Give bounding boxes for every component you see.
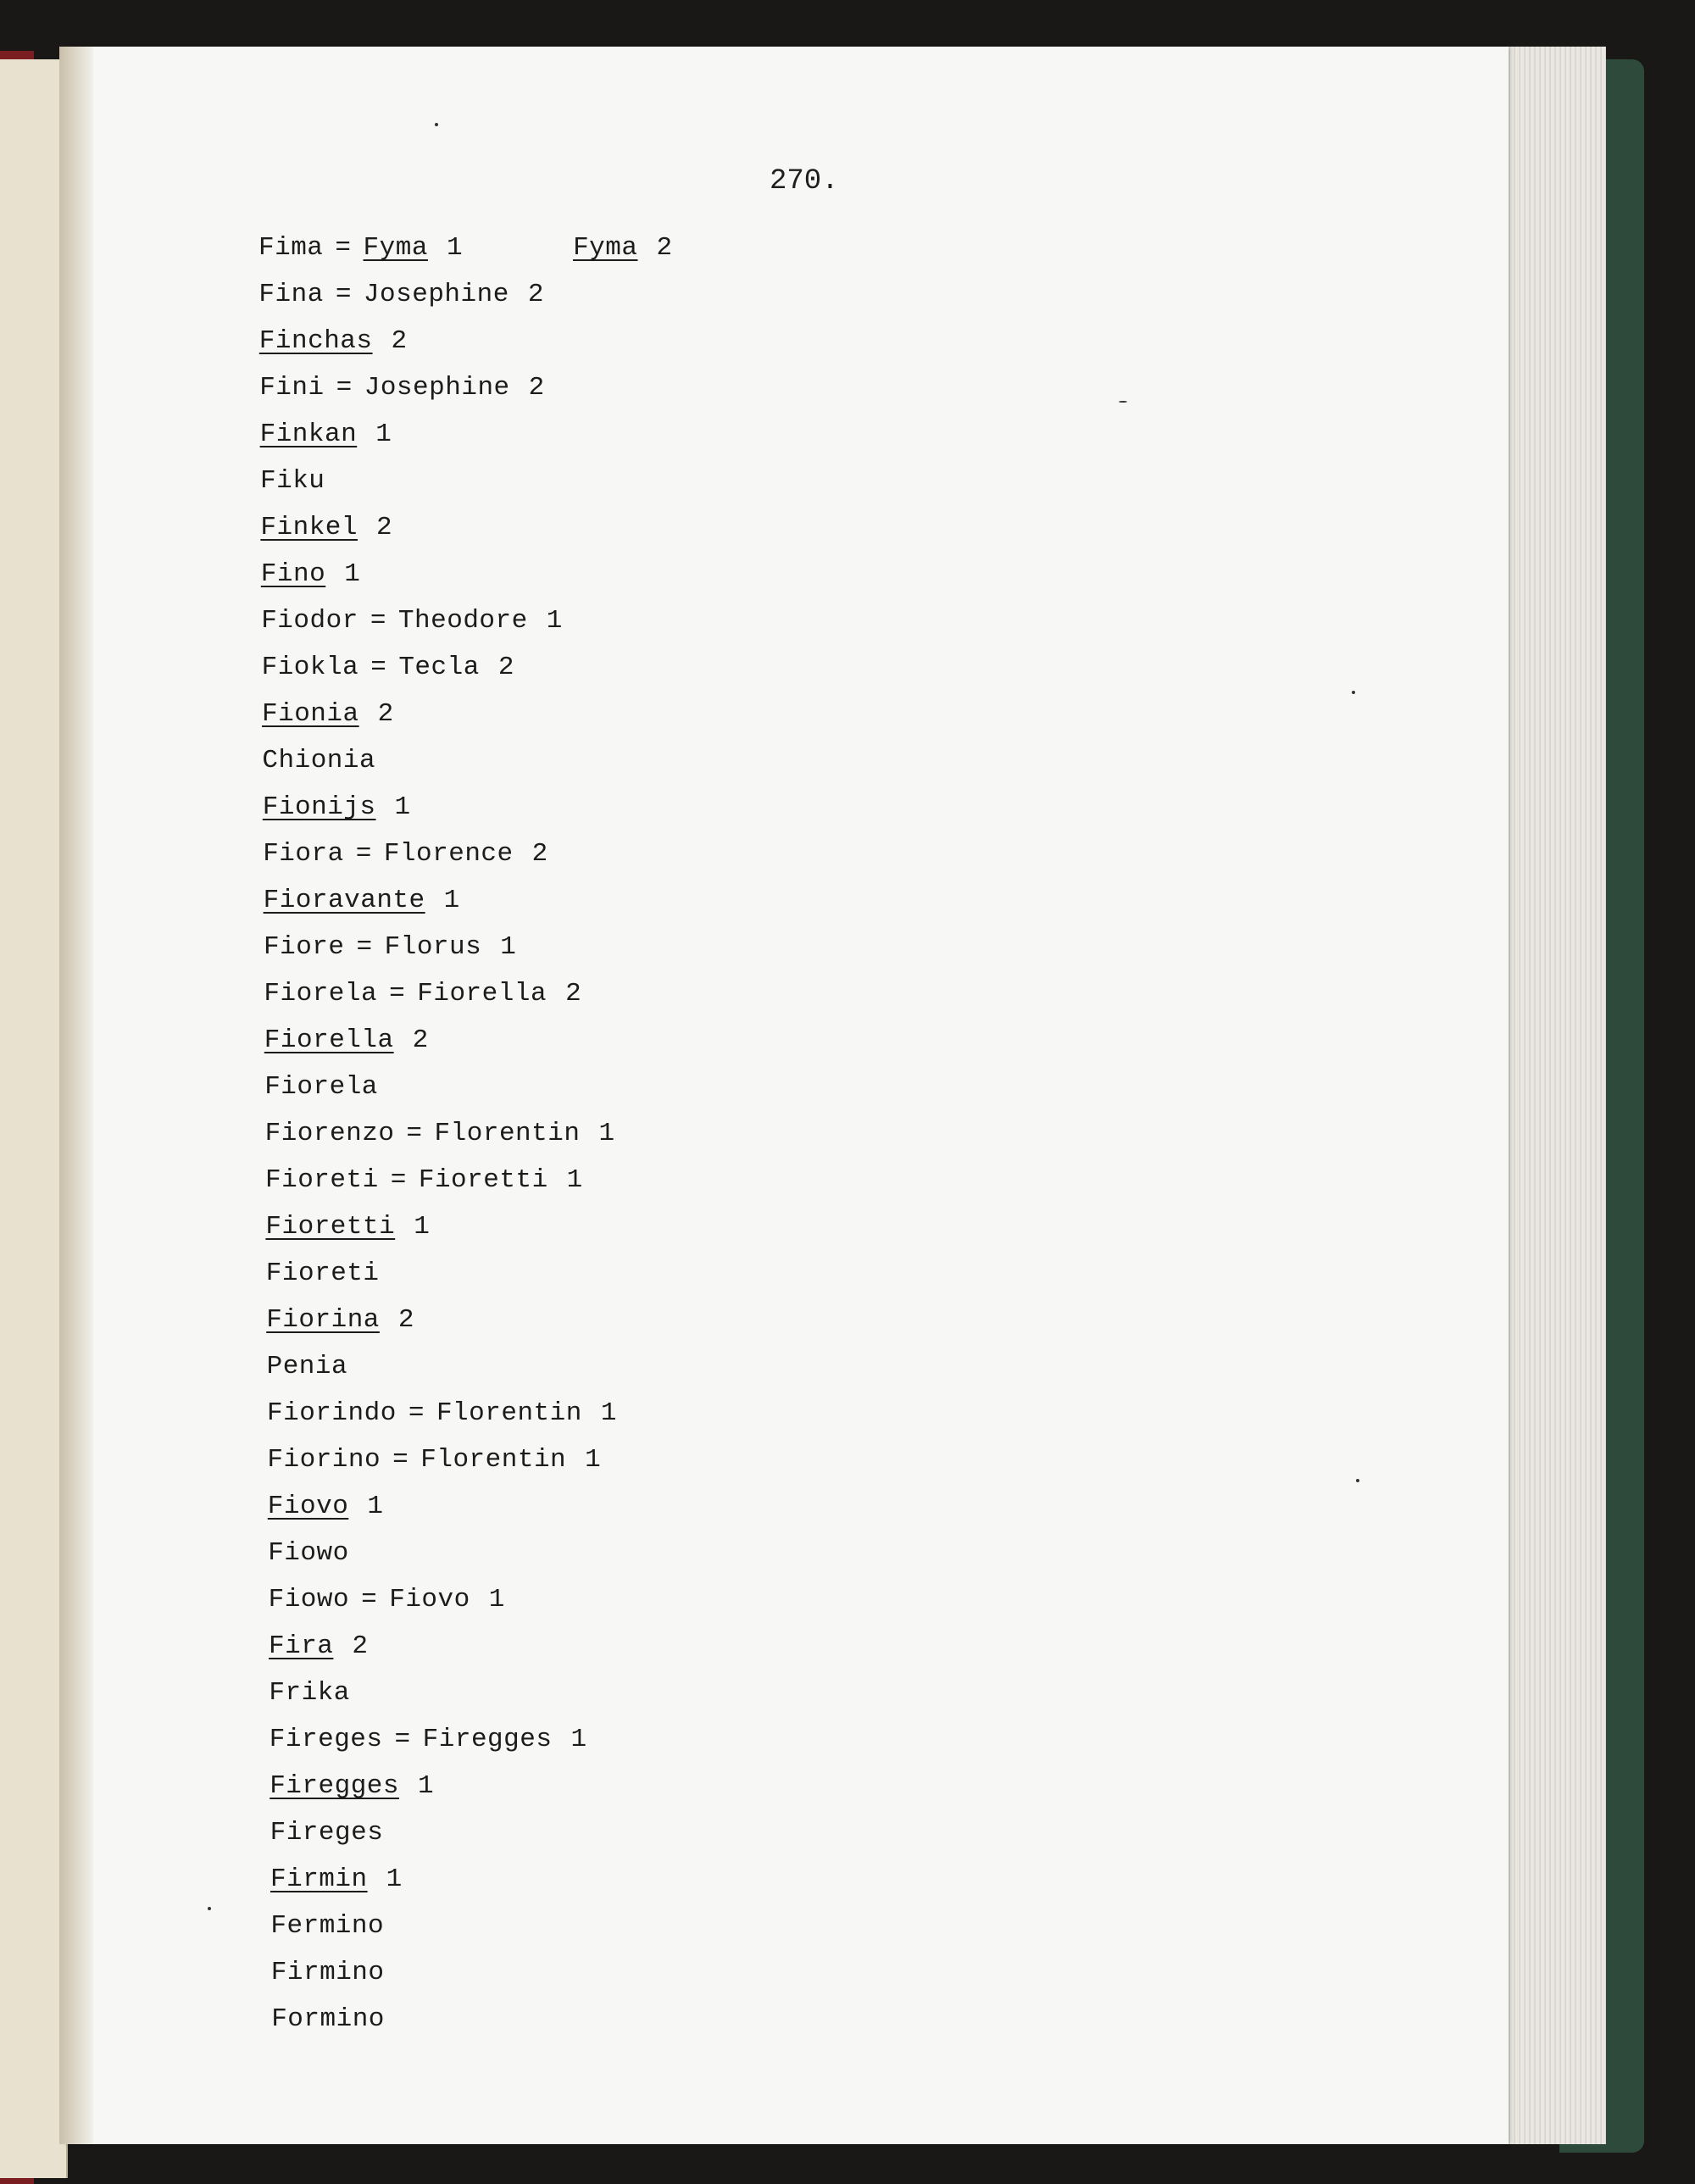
equals-sign: = xyxy=(356,932,373,962)
left-page-edge xyxy=(0,59,68,2178)
entry-name: Fiorela xyxy=(264,979,378,1009)
entry-row xyxy=(264,1025,429,1055)
speck xyxy=(1352,691,1355,694)
entry-row xyxy=(265,1119,615,1148)
entry-row xyxy=(260,466,325,496)
entry-name: Fina xyxy=(258,280,324,309)
entry-row xyxy=(258,233,673,263)
entry-level: 1 xyxy=(418,1771,435,1801)
entry-variant: Fyma xyxy=(363,233,428,263)
entry-row xyxy=(266,1305,414,1335)
entry-row xyxy=(259,326,408,356)
entry-name: Firmin xyxy=(270,1864,368,1894)
entry-row xyxy=(265,1212,430,1242)
entry-variant: Josephine xyxy=(363,280,509,309)
entry-name: Fiorindo xyxy=(267,1398,397,1428)
entry-name: Fioreti xyxy=(265,1165,379,1195)
entry-row xyxy=(270,1771,434,1801)
entry-name: Fiodor xyxy=(261,606,358,636)
entry-level: 1 xyxy=(546,606,563,636)
entry-row xyxy=(270,1864,403,1894)
entry-name: Fioretti xyxy=(265,1212,396,1242)
entry-variant: Florus xyxy=(384,932,482,962)
entry-name: Fermino xyxy=(270,1911,385,1941)
entry-row xyxy=(270,1725,587,1754)
equals-sign: = xyxy=(361,1585,378,1614)
equals-sign: = xyxy=(335,233,352,263)
entry-name: Fima xyxy=(258,233,324,263)
equals-sign: = xyxy=(389,979,406,1009)
entry-row xyxy=(263,792,411,822)
entry-variant: Florentin xyxy=(434,1119,581,1148)
entry-variant: Firegges xyxy=(422,1725,553,1754)
equals-sign: = xyxy=(370,606,386,636)
entry-name: Chionia xyxy=(262,746,376,775)
entry-name: Fiovo xyxy=(267,1492,349,1521)
equals-sign: = xyxy=(392,1445,409,1475)
entry-variant: Fiorella xyxy=(417,979,547,1009)
entry-name: Fiora xyxy=(263,839,344,869)
entry-level: 2 xyxy=(528,373,545,403)
entry-name: Fiorina xyxy=(266,1305,380,1335)
entry-row xyxy=(264,1072,378,1102)
entry-row xyxy=(265,1165,583,1195)
entry-row xyxy=(269,1631,369,1661)
entry-name: Fionia xyxy=(262,699,359,729)
entry-name: Penia xyxy=(266,1352,348,1381)
entry-row xyxy=(268,1538,349,1568)
entry-level: 1 xyxy=(585,1445,602,1475)
entry-level: 2 xyxy=(397,1305,415,1335)
entry-row xyxy=(262,653,514,682)
entry-level: 2 xyxy=(391,326,408,356)
entry-name: Fiowo xyxy=(268,1585,350,1614)
entry-name: Firmino xyxy=(270,1958,385,1987)
speck xyxy=(208,1907,211,1910)
entry-row xyxy=(267,1398,617,1428)
entry-row xyxy=(259,373,545,403)
entry-variant: Florentin xyxy=(436,1398,582,1428)
entry-row xyxy=(269,1678,350,1708)
page-number: 270. xyxy=(770,165,839,197)
entry-level: 1 xyxy=(598,1119,615,1148)
entry-level: 1 xyxy=(446,233,464,263)
equals-sign: = xyxy=(370,653,387,682)
entry-row xyxy=(268,1492,384,1521)
entry-variant: Fiovo xyxy=(389,1585,470,1614)
entry-row xyxy=(261,559,361,589)
entry-level: 2 xyxy=(531,839,548,869)
speck xyxy=(1119,401,1127,403)
entry-level: 1 xyxy=(500,932,517,962)
entry-row xyxy=(262,746,375,775)
equals-sign: = xyxy=(390,1165,407,1195)
entry-row xyxy=(270,1911,384,1941)
entry-level: 2 xyxy=(565,979,582,1009)
entry-level: 1 xyxy=(600,1398,617,1428)
speck xyxy=(435,123,438,126)
entry-row xyxy=(262,699,394,729)
entry-row xyxy=(267,1352,348,1381)
entry-row xyxy=(260,513,392,542)
entry-name: Frika xyxy=(269,1678,350,1708)
entry-row xyxy=(260,420,392,449)
entry-name: Fiorella xyxy=(264,1025,394,1055)
entry-name: Finkel xyxy=(260,513,358,542)
entry-name: Firegges xyxy=(270,1771,400,1801)
entry-variant: Josephine xyxy=(364,373,510,403)
entry-level: 1 xyxy=(566,1165,583,1195)
entry-level: 1 xyxy=(443,886,460,915)
entry-name: Fionijs xyxy=(262,792,376,822)
entry-row xyxy=(271,2004,385,2034)
entry-row xyxy=(261,606,563,636)
entry-level: 2 xyxy=(527,280,544,309)
entry-level: 1 xyxy=(375,420,392,449)
entry-level: 1 xyxy=(570,1725,587,1754)
entry-row xyxy=(266,1259,380,1288)
equals-sign: = xyxy=(406,1119,423,1148)
entry-name: Finkan xyxy=(259,420,358,449)
entry-name: Fioravante xyxy=(263,886,425,915)
entry-row xyxy=(270,1818,384,1848)
entry-name: Fira xyxy=(269,1631,334,1661)
entry-name: Formino xyxy=(271,2004,385,2034)
entry-name: Fioreti xyxy=(265,1259,380,1288)
entry-level: 1 xyxy=(367,1492,384,1521)
entry-level: 1 xyxy=(394,792,411,822)
entry-name: Fini xyxy=(259,373,325,403)
entry-name: Finchas xyxy=(258,326,373,356)
entry-level: 2 xyxy=(412,1025,429,1055)
entry-level: 1 xyxy=(488,1585,505,1614)
entry-name: Fiku xyxy=(260,466,325,496)
equals-sign: = xyxy=(408,1398,425,1428)
entry-row xyxy=(267,1445,601,1475)
entry-level: 2 xyxy=(376,513,393,542)
entry-name: Fireges xyxy=(269,1725,383,1754)
entry-row xyxy=(269,1585,505,1614)
entry-extra-level: 2 xyxy=(656,233,673,263)
entry-name: Fiorela xyxy=(264,1072,378,1102)
entry-extra: Fyma xyxy=(573,233,638,263)
entry-level: 1 xyxy=(414,1212,431,1242)
entry-name: Fiore xyxy=(264,932,345,962)
entry-name: Fiokla xyxy=(261,653,359,682)
entry-row xyxy=(264,979,581,1009)
entry-name: Fino xyxy=(260,559,326,589)
equals-sign: = xyxy=(394,1725,411,1754)
gutter-shadow xyxy=(59,47,93,2144)
speck xyxy=(1356,1479,1359,1482)
equals-sign: = xyxy=(335,280,352,309)
entry-row xyxy=(264,932,516,962)
entry-level: 1 xyxy=(386,1864,403,1894)
entry-level: 1 xyxy=(344,559,361,589)
entry-level: 2 xyxy=(497,653,514,682)
entry-level: 2 xyxy=(352,1631,369,1661)
entry-row xyxy=(263,839,548,869)
entry-row xyxy=(264,886,460,915)
entry-variant: Florence xyxy=(383,839,514,869)
entry-name: Fireges xyxy=(270,1818,384,1848)
entry-level: 2 xyxy=(377,699,394,729)
entry-name: Fiorenzo xyxy=(264,1119,395,1148)
entry-row xyxy=(258,280,544,309)
equals-sign: = xyxy=(355,839,372,869)
entry-name: Fiowo xyxy=(268,1538,349,1568)
page xyxy=(68,47,1509,2144)
entry-variant: Fioretti xyxy=(418,1165,548,1195)
equals-sign: = xyxy=(336,373,353,403)
entry-variant: Florentin xyxy=(420,1445,567,1475)
entry-name: Fiorino xyxy=(267,1445,381,1475)
entry-row xyxy=(271,1958,385,1987)
entry-variant: Tecla xyxy=(398,653,480,682)
entry-variant: Theodore xyxy=(397,606,528,636)
